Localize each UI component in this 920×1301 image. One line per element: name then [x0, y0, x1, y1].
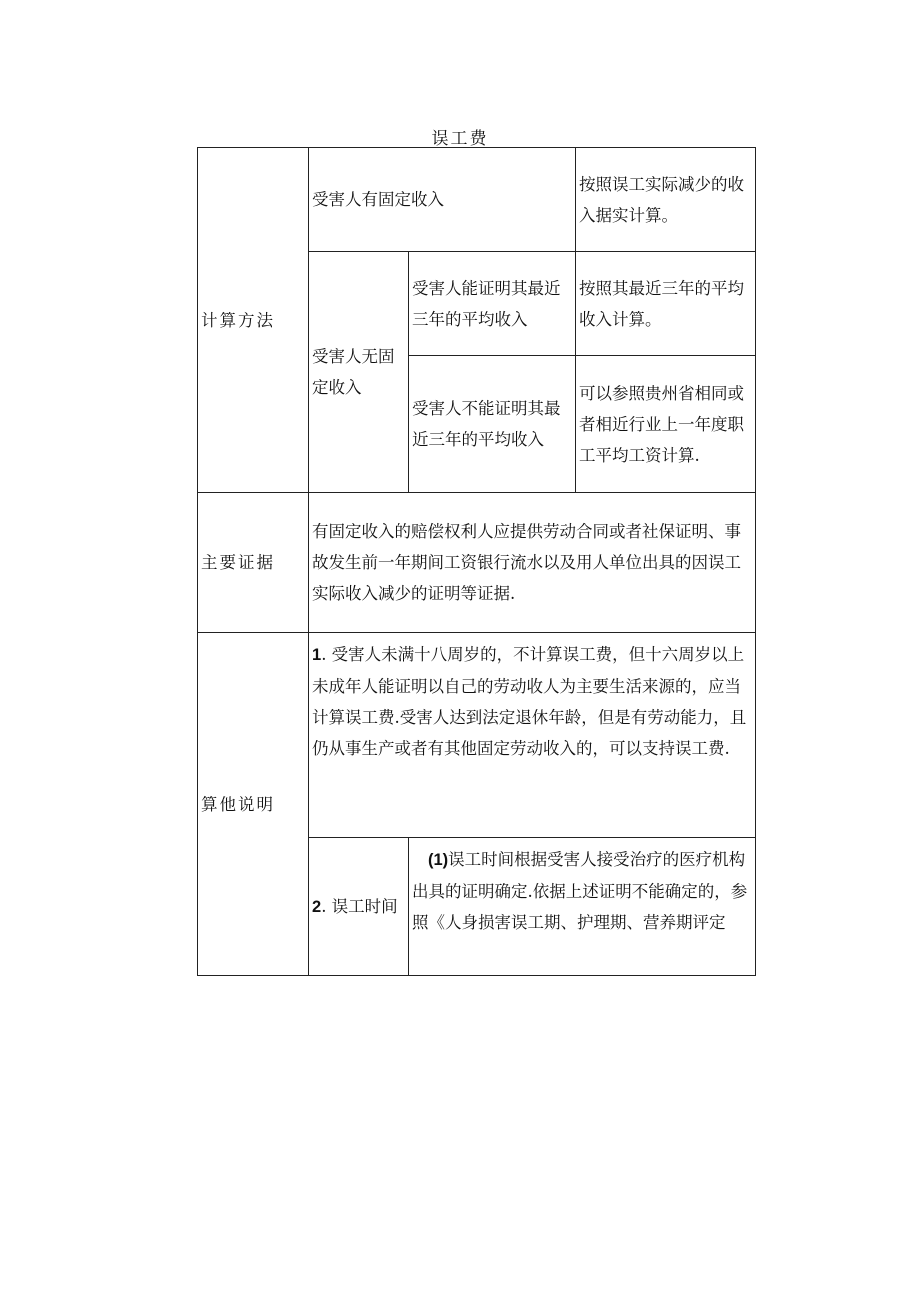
notes-item-2-number: 2	[312, 897, 322, 916]
fixed-income-condition: 受害人有固定收入	[309, 148, 576, 252]
can-prove-condition: 受害人能证明其最近三年的平均收入	[409, 252, 576, 356]
compensation-table	[197, 147, 756, 976]
no-fixed-income-condition: 受害人无固定收入	[309, 252, 409, 493]
notes-label: 算他说明	[198, 633, 309, 976]
evidence-text: 有固定收入的赔偿权利人应提供劳动合同或者社保证明、事故发生前一年期间工资银行流水以及用人单位出具的因误工实际收入减少的证明等证据.	[309, 493, 756, 633]
table-row	[198, 493, 756, 633]
cannot-prove-condition: 受害人不能证明其最近三年的平均收入	[409, 356, 576, 493]
notes-item-1-text: . 受害人未满十八周岁的，不计算误工费，但十六周岁以上未成年人能证明以自己的劳动收人为主要生活来源的，应当计算误工费.受害人达到法定退休年龄，但是有劳动能力，且仍从事生产或者有其他固定劳动收入的，可以支持误工费.	[312, 645, 747, 758]
notes-item-2-label-cell	[309, 838, 409, 976]
notes-item-1	[309, 633, 756, 838]
page-title: 误工费	[431, 129, 489, 149]
notes-item-2-content	[409, 838, 756, 976]
table-row	[198, 633, 756, 838]
notes-item-1-number: 1	[312, 646, 322, 664]
cannot-prove-method: 可以参照贵州省相同或者相近行业上一年度职工平均工资计算.	[576, 356, 756, 493]
fixed-income-method: 按照误工实际减少的收入据实计算。	[576, 148, 756, 252]
can-prove-method: 按照其最近三年的平均收入计算。	[576, 252, 756, 356]
notes-item-2-text: 误工时间根据受害人接受治疗的医疗机构出具的证明确定.依据上述证明不能确定的，参照《人身损害误工期、护理期、营养期评定	[412, 850, 748, 932]
evidence-label: 主要证据	[198, 493, 309, 633]
calc-method-label: 计算方法	[198, 148, 309, 493]
table-row	[198, 148, 756, 252]
notes-item-2-label: . 误工时间	[321, 896, 398, 916]
notes-item-2-sub-number: (1)	[428, 851, 449, 869]
